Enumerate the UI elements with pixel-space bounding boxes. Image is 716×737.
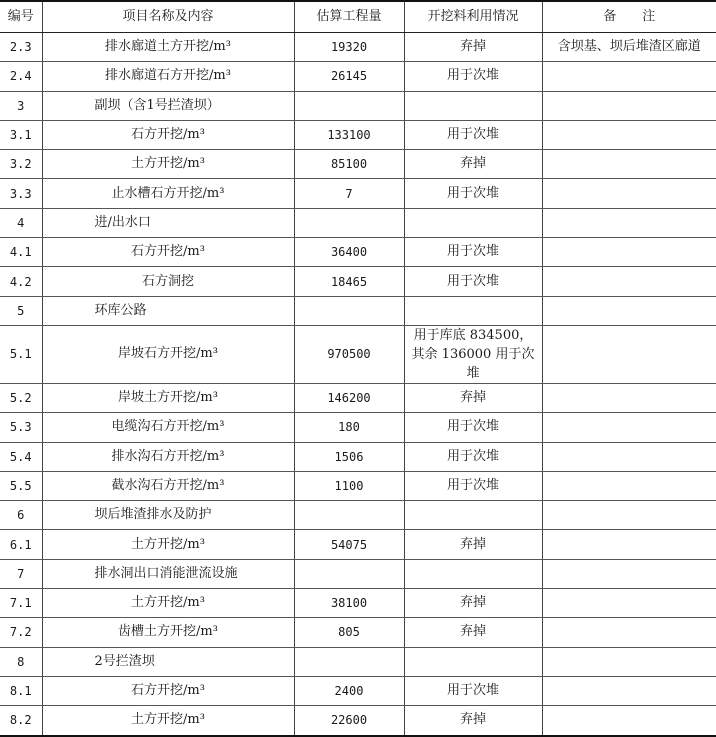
row-usage: 用于次堆 (404, 267, 542, 296)
row-name: 岸坡土方开挖/m³ (42, 383, 294, 412)
row-note (542, 238, 716, 267)
row-quantity: 18465 (294, 267, 404, 296)
row-quantity: 54075 (294, 530, 404, 559)
table-row (0, 413, 716, 442)
row-name: 土方开挖/m³ (42, 589, 294, 618)
row-id: 8.2 (0, 706, 42, 736)
row-name: 电缆沟石方开挖/m³ (42, 413, 294, 442)
row-quantity: 1506 (294, 442, 404, 471)
row-name: 排水洞出口消能泄流设施 (42, 559, 294, 588)
table-row (0, 383, 716, 412)
row-id: 5.2 (0, 383, 42, 412)
row-name: 截水沟石方开挖/m³ (42, 471, 294, 500)
row-quantity: 36400 (294, 238, 404, 267)
table-row (0, 530, 716, 559)
row-quantity (294, 559, 404, 588)
table-row (0, 150, 716, 179)
row-usage: 弃掉 (404, 618, 542, 647)
table-row (0, 267, 716, 296)
row-note (542, 325, 716, 383)
row-note (542, 471, 716, 500)
row-quantity: 19320 (294, 33, 404, 62)
row-quantity: 85100 (294, 150, 404, 179)
row-usage-line-1: 用于库底 834500， (413, 327, 533, 343)
row-id: 4.2 (0, 267, 42, 296)
row-quantity: 7 (294, 179, 404, 208)
header-quantity: 估算工程量 (294, 1, 404, 33)
row-name: 进/出水口 (42, 208, 294, 237)
table-row (0, 676, 716, 705)
row-name: 岸坡石方开挖/m³ (42, 325, 294, 383)
row-name: 土方开挖/m³ (42, 150, 294, 179)
row-usage (404, 559, 542, 588)
row-note (542, 530, 716, 559)
row-id: 8.1 (0, 676, 42, 705)
header-name: 项目名称及内容 (42, 1, 294, 33)
row-name: 排水廊道土方开挖/m³ (42, 33, 294, 62)
table-row (0, 208, 716, 237)
row-quantity: 805 (294, 618, 404, 647)
row-usage: 用于次堆 (404, 471, 542, 500)
row-note (542, 179, 716, 208)
row-name: 石方开挖/m³ (42, 120, 294, 149)
row-note: 含坝基、坝后堆渣区廊道 (542, 33, 716, 62)
row-quantity: 970500 (294, 325, 404, 383)
row-quantity: 180 (294, 413, 404, 442)
row-name: 齿槽土方开挖/m³ (42, 618, 294, 647)
row-quantity: 22600 (294, 706, 404, 736)
row-note (542, 91, 716, 120)
row-id: 5.3 (0, 413, 42, 442)
row-note (542, 589, 716, 618)
row-note (542, 296, 716, 325)
table-row (0, 120, 716, 149)
table-row (0, 647, 716, 676)
row-note (542, 559, 716, 588)
table-row (0, 501, 716, 530)
row-id: 3 (0, 91, 42, 120)
row-quantity (294, 91, 404, 120)
row-usage (404, 208, 542, 237)
row-usage: 用于次堆 (404, 62, 542, 91)
row-quantity (294, 647, 404, 676)
row-name: 石方开挖/m³ (42, 238, 294, 267)
row-name: 排水沟石方开挖/m³ (42, 442, 294, 471)
row-usage (404, 647, 542, 676)
row-usage: 弃掉 (404, 383, 542, 412)
row-id: 5.1 (0, 325, 42, 383)
row-id: 4.1 (0, 238, 42, 267)
row-note (542, 150, 716, 179)
row-usage: 弃掉 (404, 706, 542, 736)
table-row (0, 471, 716, 500)
row-usage: 弃掉 (404, 589, 542, 618)
table-row (0, 91, 716, 120)
row-id: 6.1 (0, 530, 42, 559)
table-row (0, 33, 716, 62)
row-note (542, 442, 716, 471)
row-id: 5 (0, 296, 42, 325)
table-row (0, 589, 716, 618)
row-name: 坝后堆渣排水及防护 (42, 501, 294, 530)
row-note (542, 618, 716, 647)
row-usage: 用于次堆 (404, 238, 542, 267)
header-note: 备 注 (542, 1, 716, 33)
row-note (542, 383, 716, 412)
row-usage (404, 501, 542, 530)
row-quantity: 133100 (294, 120, 404, 149)
row-note (542, 267, 716, 296)
row-id: 5.4 (0, 442, 42, 471)
row-note (542, 706, 716, 736)
row-note (542, 501, 716, 530)
row-note (542, 676, 716, 705)
table-row (0, 296, 716, 325)
row-note (542, 647, 716, 676)
row-usage: 用于次堆 (404, 676, 542, 705)
header-id: 编号 (0, 1, 42, 33)
row-id: 6 (0, 501, 42, 530)
row-id: 4 (0, 208, 42, 237)
row-id: 7 (0, 559, 42, 588)
row-id: 2.4 (0, 62, 42, 91)
row-name: 排水廊道石方开挖/m³ (42, 62, 294, 91)
row-name: 环库公路 (42, 296, 294, 325)
row-usage-line-2: 其余 136000 用于次堆 (411, 346, 535, 381)
header-row (0, 1, 716, 33)
row-usage (404, 91, 542, 120)
row-usage: 用于次堆 (404, 442, 542, 471)
table-row (0, 559, 716, 588)
row-quantity (294, 208, 404, 237)
row-name: 2号拦渣坝 (42, 647, 294, 676)
row-name: 石方开挖/m³ (42, 676, 294, 705)
row-usage: 用于次堆 (404, 120, 542, 149)
table-row (0, 238, 716, 267)
table-row (0, 325, 716, 383)
table-row (0, 618, 716, 647)
row-usage: 弃掉 (404, 150, 542, 179)
row-name: 土方开挖/m³ (42, 706, 294, 736)
row-name: 止水槽石方开挖/m³ (42, 179, 294, 208)
row-usage: 用于次堆 (404, 413, 542, 442)
row-usage: 弃掉 (404, 33, 542, 62)
row-usage: 用于次堆 (404, 179, 542, 208)
row-quantity: 1100 (294, 471, 404, 500)
row-name: 石方洞挖 (42, 267, 294, 296)
row-note (542, 413, 716, 442)
row-id: 3.1 (0, 120, 42, 149)
row-usage (404, 296, 542, 325)
row-name: 土方开挖/m³ (42, 530, 294, 559)
row-id: 8 (0, 647, 42, 676)
row-note (542, 62, 716, 91)
row-quantity (294, 296, 404, 325)
row-note (542, 208, 716, 237)
row-quantity: 38100 (294, 589, 404, 618)
row-quantity (294, 501, 404, 530)
row-id: 3.2 (0, 150, 42, 179)
row-quantity: 2400 (294, 676, 404, 705)
table-row (0, 62, 716, 91)
row-name: 副坝（含1号拦渣坝） (42, 91, 294, 120)
row-quantity: 146200 (294, 383, 404, 412)
table-row (0, 706, 716, 736)
row-id: 2.3 (0, 33, 42, 62)
row-usage: 弃掉 (404, 530, 542, 559)
row-id: 3.3 (0, 179, 42, 208)
row-usage (404, 325, 542, 383)
table-row (0, 442, 716, 471)
row-quantity: 26145 (294, 62, 404, 91)
row-id: 7.2 (0, 618, 42, 647)
header-usage: 开挖料利用情况 (404, 1, 542, 33)
row-note (542, 120, 716, 149)
table-row (0, 179, 716, 208)
row-id: 5.5 (0, 471, 42, 500)
row-id: 7.1 (0, 589, 42, 618)
table-body (0, 33, 716, 736)
